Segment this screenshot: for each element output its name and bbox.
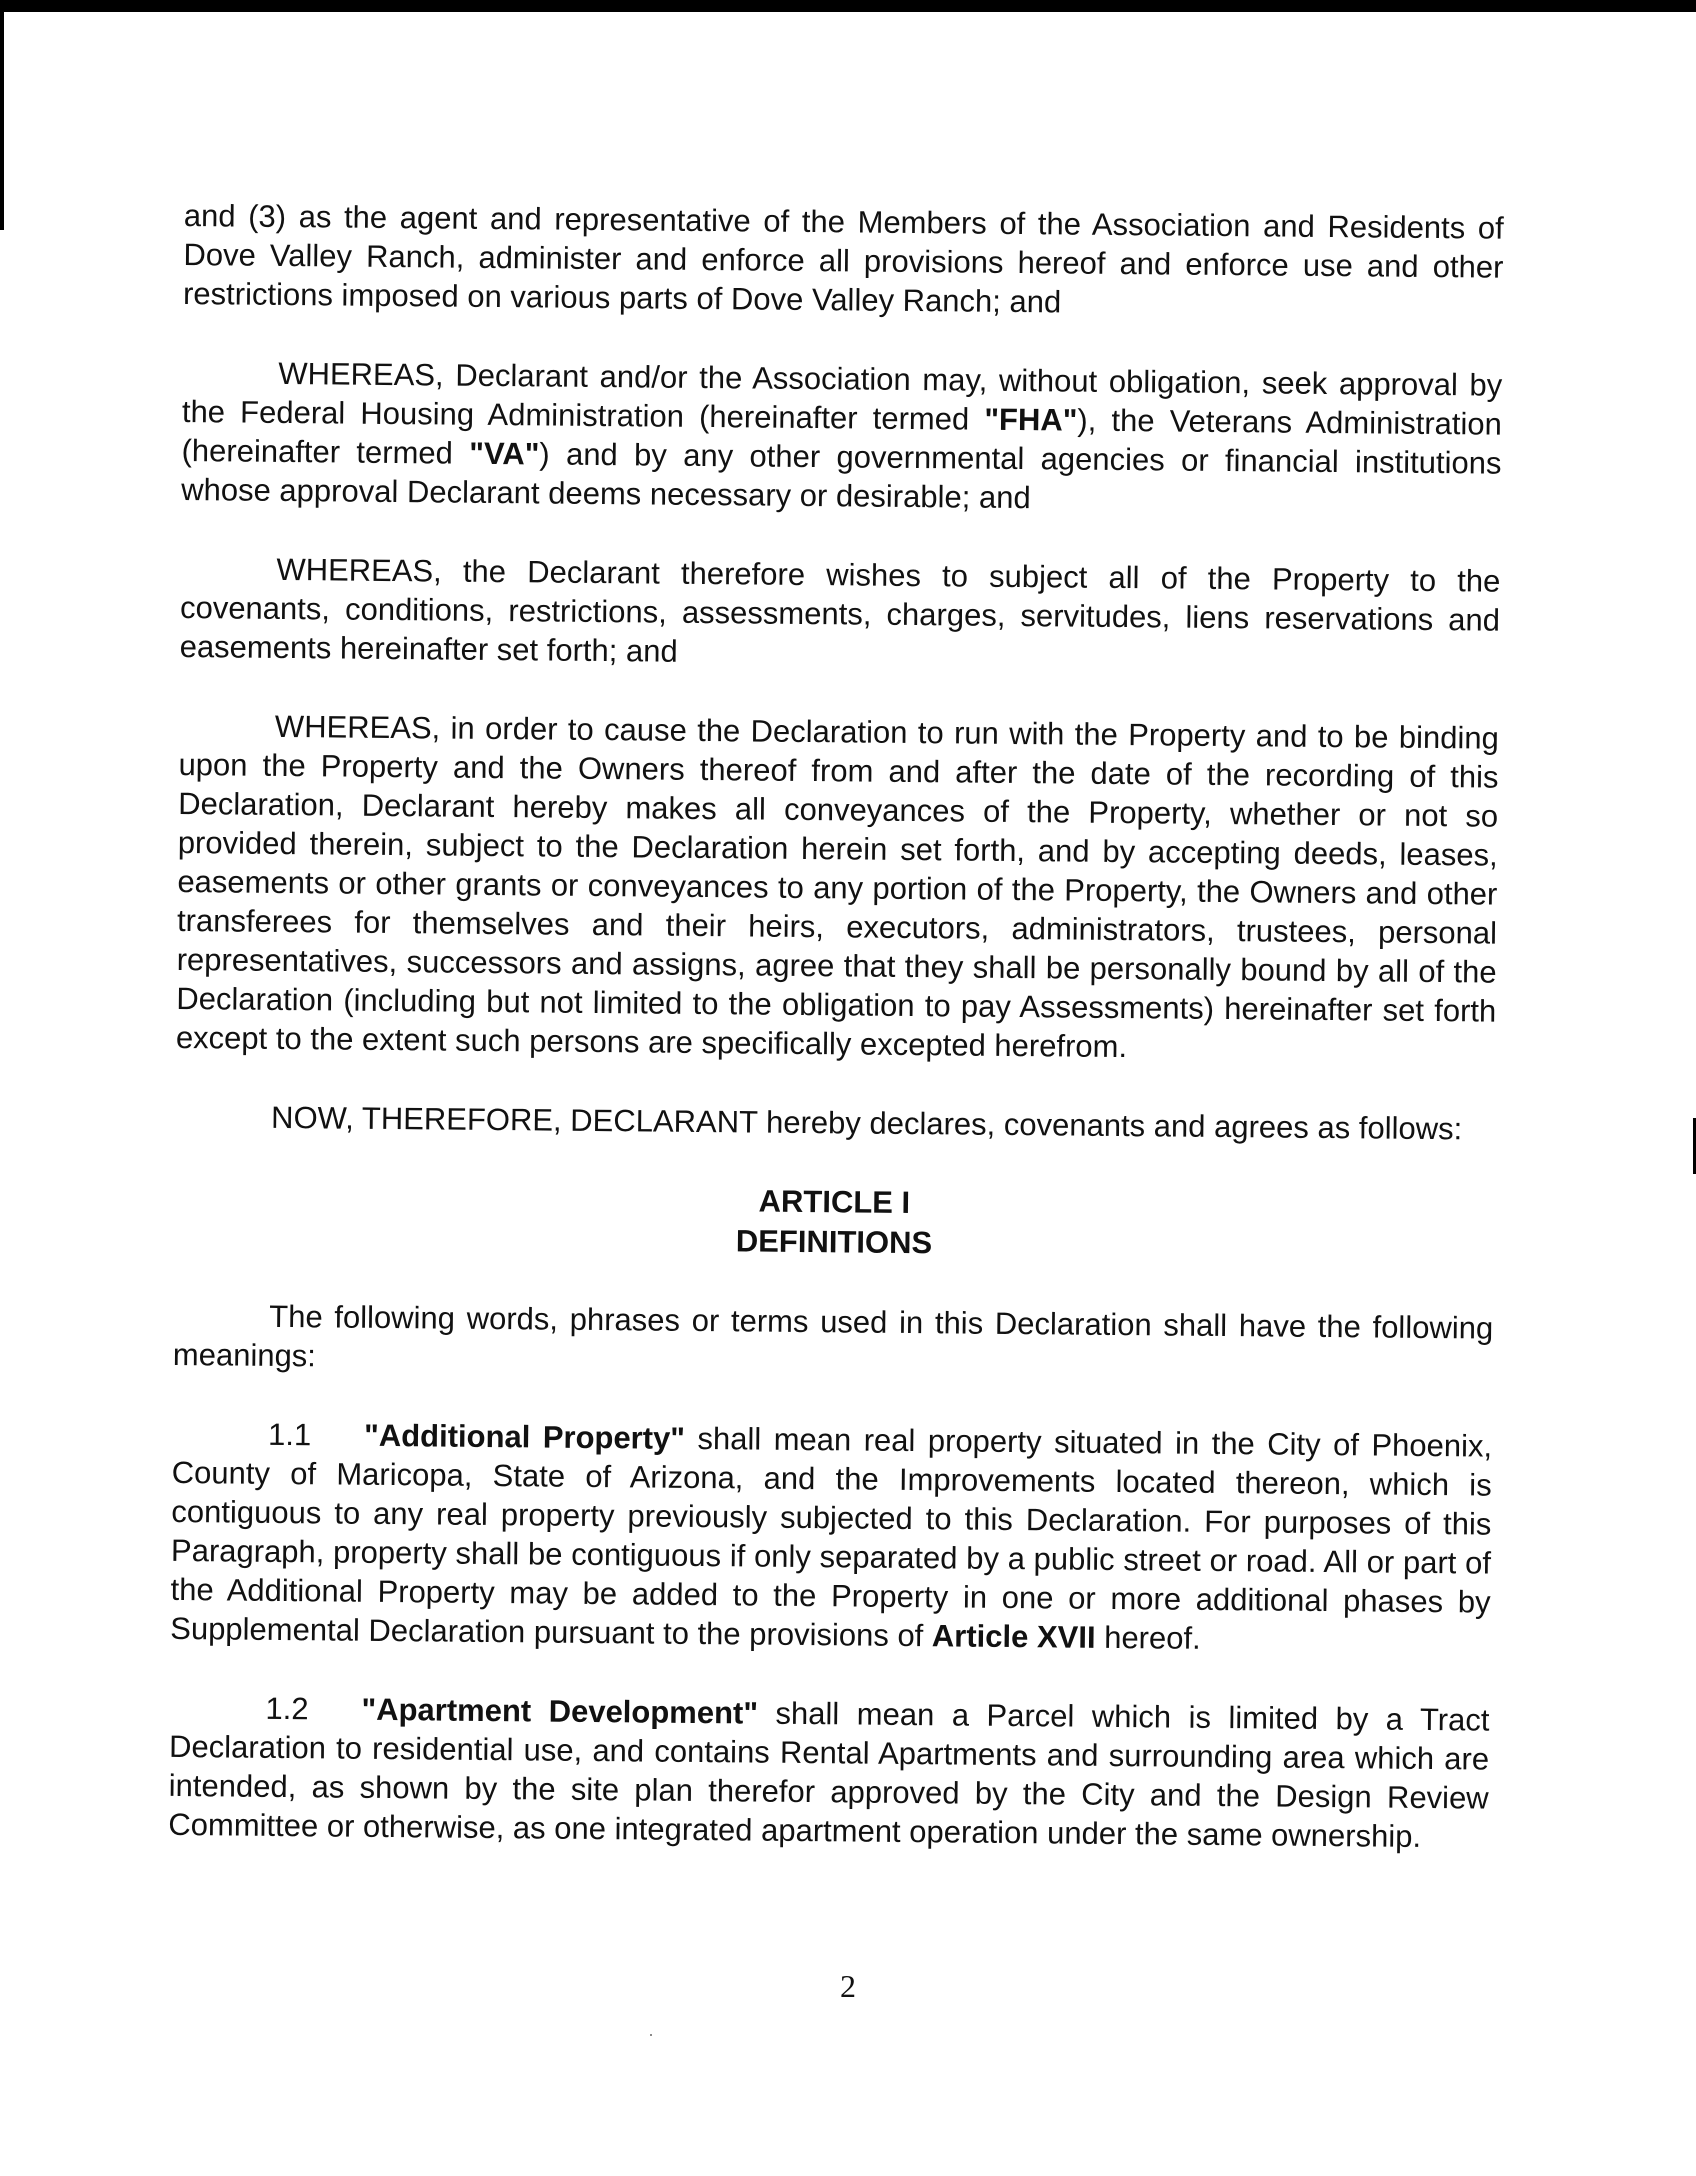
- paragraph-now-therefore: NOW, THEREFORE, DECLARANT hereby declares, covenants and agrees as follows:: [270, 1099, 1463, 1147]
- scan-speck: [650, 2034, 652, 2036]
- paragraph-whereas-approval: [181, 353, 1502, 522]
- definition-additional-property: [170, 1414, 1492, 1661]
- paragraph-whereas-subject: WHEREAS, the Declarant therefore wishes to subject all of the Property to the covenants, conditions, restrictions, assessments, charges, servitudes, liens reservations and easements hereinafter set forth; and: [179, 551, 1501, 669]
- definition-apartment-development: [168, 1688, 1489, 1857]
- page-number: 2: [840, 1968, 856, 2004]
- definition-number: 1.1: [267, 1416, 312, 1453]
- text-segment: WHEREAS, Declarant and/or the Association may, without obligation, seek approval by the Federal Housing Administration (hereinafter termed: [181, 355, 1503, 437]
- article-heading: [174, 1176, 1495, 1269]
- paragraph-whereas-binding: WHEREAS, in order to cause the Declaration to run with the Property and to be binding upon the Property and the Owners thereof from and after the date of the recording of this Declaration, Declarant hereby makes all conveyances of the Property, whether or not so provided therein, subject to the Declaration herein set forth, and by accepting deeds, leases, easements or other grants or conveyances to any portion of the Property, the Owners and other transferees for themselves and their heirs, executors, administrators, trustees, personal representatives, successors and assigns, agree that they shall be personally bound by all of the Declaration (including but not limited to the obligation to pay Assessments) hereinafter set forth except to the extent such persons are specifically excepted herefrom.: [175, 708, 1500, 1065]
- article-reference: Article XVII: [931, 1618, 1096, 1655]
- document-body: [168, 196, 1504, 1897]
- article-title: DEFINITIONS: [735, 1223, 933, 1261]
- term-va: "VA": [469, 435, 540, 472]
- scan-top-edge: [0, 0, 1696, 12]
- paragraph-continuation: and (3) as the agent and representative of the Members of the Association and Residents of Dove Valley Ranch, administer and enforce all provisions hereof and enforce use and other restrictions imposed on various parts of Dove Valley Ranch; and: [182, 197, 1504, 320]
- text-segment: ) and by any other governmental agencies or financial institutions whose approval Declarant deems necessary or desirable; and: [181, 436, 1502, 516]
- scan-left-edge: [0, 0, 4, 230]
- text-segment: ), the Veterans Administration (hereinafter termed: [181, 402, 1503, 471]
- definition-text: shall mean a Parcel which is limited by a Tract Declaration to residential use, and contains Rental Apartments and surrounding area which are intended, as shown by the site plan therefor approved by the City and the Design Review Committee or otherwise, as one integrated apartment operation under the same ownership.: [168, 1695, 1490, 1854]
- definition-number: 1.2: [265, 1690, 309, 1727]
- term-fha: "FHA": [984, 401, 1078, 438]
- article-number: ARTICLE I: [758, 1183, 911, 1221]
- definitions-intro: The following words, phrases or terms used in this Declaration shall have the following meanings:: [172, 1298, 1494, 1374]
- definition-text: hereof.: [1095, 1619, 1201, 1656]
- definition-text: shall mean real property situated in the City of Phoenix, County of Maricopa, State of Arizona, and the Improvements located thereon, which is contiguous to any real property previously subjected to this Declaration. For purposes of this Paragraph, property shall be contiguous if only separated by a public street or road. All or part of the Additional Property may be added to the Property in one or more additional phases by Supplemental Declaration pursuant to the provisions of: [170, 1420, 1493, 1654]
- definition-term: "Additional Property": [363, 1417, 686, 1456]
- definition-term: "Apartment Development": [361, 1691, 759, 1731]
